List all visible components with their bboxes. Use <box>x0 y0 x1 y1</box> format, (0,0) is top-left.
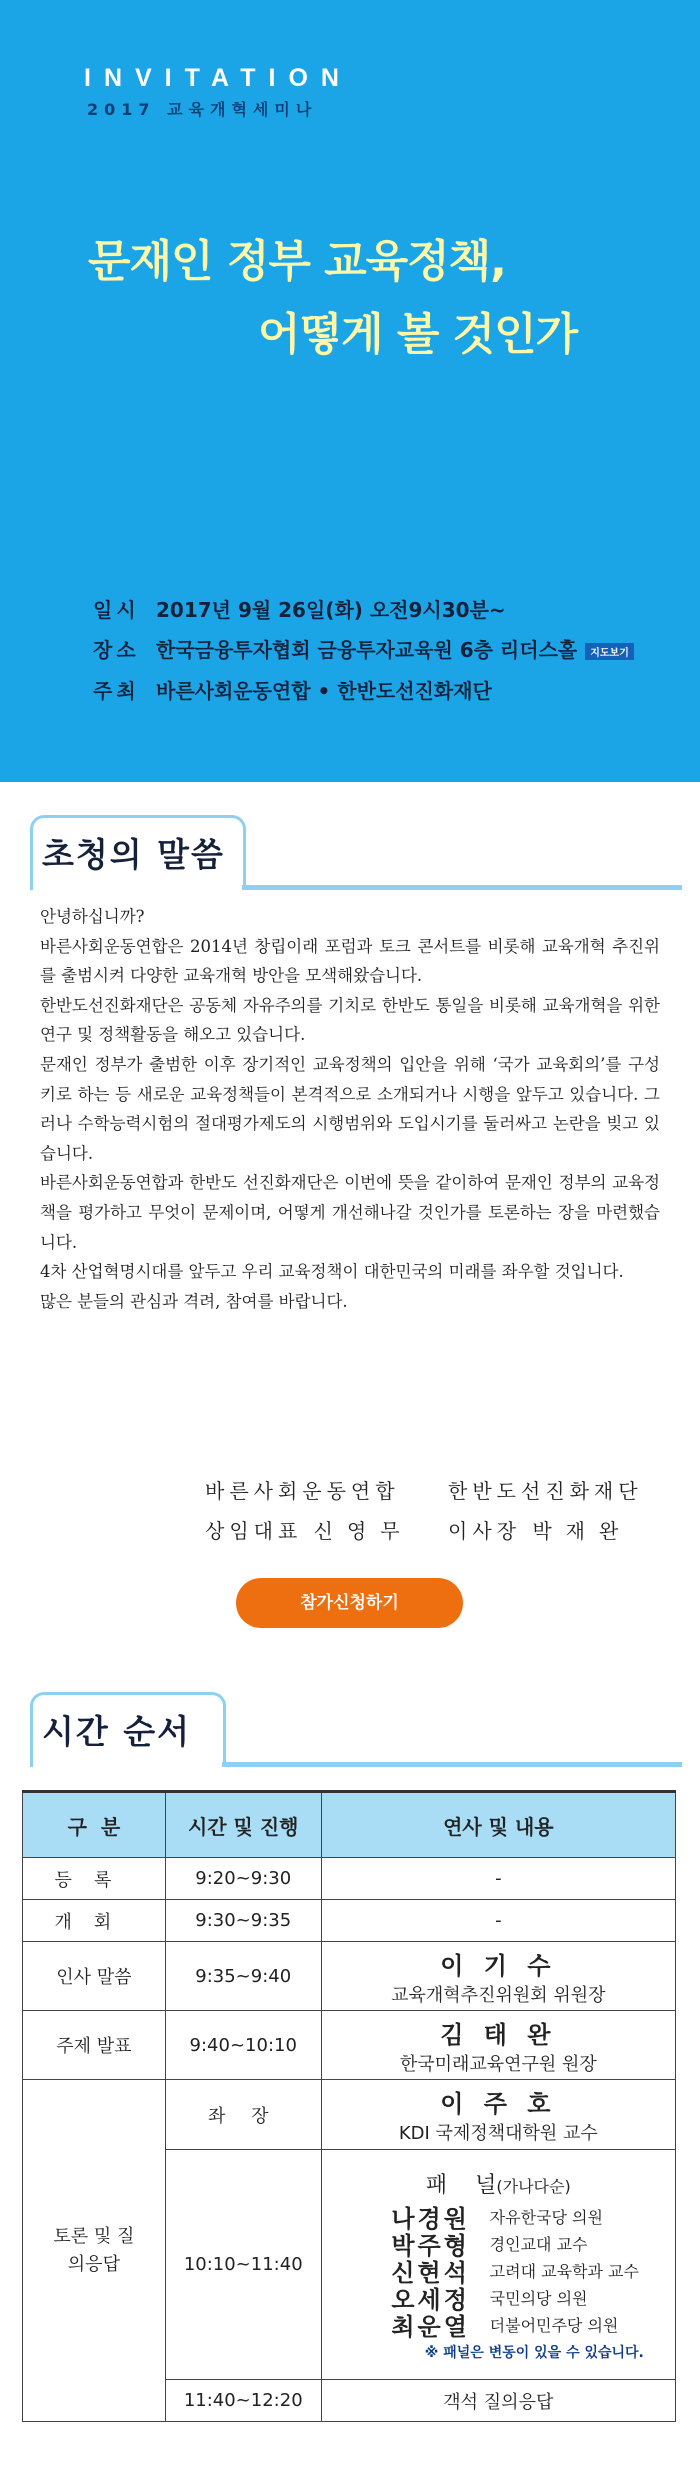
info-host <box>93 675 492 704</box>
signature-org2: 한반도선진화재단 <box>448 1479 643 1503</box>
hero-banner <box>0 0 700 782</box>
panelist-affiliation: 경인교대 교수 <box>489 2234 588 2254</box>
time-cell: 10:10~11:40 <box>165 2150 321 2380</box>
panelist-affiliation: 국민의당 의원 <box>489 2288 588 2308</box>
invitation-label: INVITATION <box>84 64 352 92</box>
panelist-affiliation: 자유한국당 의원 <box>489 2207 603 2227</box>
panelist-name: 신현석 <box>391 2258 470 2287</box>
panel-heading <box>372 2168 675 2199</box>
info-label: 주최 <box>93 679 140 703</box>
signature-org1: 바른사회운동연합 <box>205 1479 400 1503</box>
panelist <box>372 2311 675 2341</box>
panelist-name: 최운열 <box>391 2312 470 2341</box>
paragraph: 4차 산업혁명시대를 앞두고 우리 교육정책이 대한민국의 미래를 좌우할 것입니다. <box>40 1262 624 1282</box>
event-title-line1: 문재인 정부 교육정책, <box>88 236 506 287</box>
chair-title: KDI 국제정책대학원 교수 <box>398 2123 598 2144</box>
category-cell: 등록 <box>23 1858 166 1900</box>
signature-name: 신영무 <box>313 1519 414 1543</box>
category-cell: 개회 <box>23 1900 166 1942</box>
panelist-name: 나경원 <box>391 2204 470 2233</box>
panel-label: 패 널 <box>425 2172 497 2198</box>
category-cell: 주제 발표 <box>23 2011 166 2080</box>
paragraph: 한반도선진화재단은 공동체 자유주의를 기치로 한반도 통일을 비롯해 교육개혁을 위한 연구 및 정책활동을 해오고 있습니다. <box>40 995 660 1045</box>
info-venue <box>93 634 634 663</box>
panelist-name: 오세정 <box>391 2285 470 2314</box>
category-cell <box>23 2080 166 2422</box>
content-cell <box>321 1942 675 2011</box>
table-row <box>23 1900 676 1942</box>
category-cell: 인사 말씀 <box>23 1942 166 2011</box>
apply-button[interactable]: 참가신청하기 <box>236 1578 463 1628</box>
info-value: 한국금융투자협회 금융투자교육원 6층 리더스홀 <box>156 638 578 662</box>
section-divider <box>242 885 682 890</box>
paragraph: 문재인 정부가 출범한 이후 장기적인 교육정책의 입안을 위해 ‘국가 교육회의’를 구성키로 하는 등 새로운 교육정책들이 본격적으로 소개되거나 시행을 앞두고 있습니다. 그러나 수학능력시험의 절대평가제도의 시행범위와 도입시기를 둘러싸고 논란을 빚고 있습니다. <box>40 1054 660 1163</box>
speaker-title: 한국미래교육연구원 원장 <box>399 2053 597 2075</box>
panelist-affiliation: 고려대 교육학과 교수 <box>489 2261 639 2281</box>
chair-label: 좌 장 <box>165 2080 321 2150</box>
time-cell: 9:35~9:40 <box>165 1942 321 2011</box>
column-header: 시간 및 진행 <box>165 1792 321 1858</box>
schedule-table <box>22 1790 676 2422</box>
event-subtitle: 2017 교육개혁세미나 <box>87 100 318 119</box>
table-row <box>23 1942 676 2011</box>
section-title: 시간 순서 <box>42 1712 192 1751</box>
event-title-line2: 어떻게 볼 것인가 <box>258 309 578 360</box>
info-value: 바른사회운동연합 • 한반도선진화재단 <box>156 679 492 703</box>
panel-cell <box>321 2150 675 2380</box>
signature-line2 <box>448 1515 632 1544</box>
signature-role: 이사장 <box>448 1519 521 1543</box>
speaker-title: 교육개혁추진위원회 위원장 <box>391 1984 606 2006</box>
info-label: 일시 <box>93 598 140 622</box>
paragraph: 많은 분들의 관심과 격려, 참여를 바랍니다. <box>40 1291 348 1311</box>
map-button[interactable]: 지도보기 <box>585 643 634 660</box>
info-value: 2017년 9월 26일(화) 오전9시30분~ <box>156 598 506 622</box>
paragraph: 안녕하십니까? <box>40 907 145 926</box>
info-label: 장소 <box>93 638 140 662</box>
table-row <box>23 1858 676 1900</box>
signature-name: 박재완 <box>532 1519 633 1543</box>
table-row <box>23 2011 676 2080</box>
section-divider <box>222 1762 682 1767</box>
column-header: 구 분 <box>23 1792 166 1858</box>
speaker-name: 김 태 완 <box>440 2020 557 2049</box>
schedule-section-header <box>22 1692 682 1774</box>
content-cell <box>321 2011 675 2080</box>
signature-role: 상임대표 <box>205 1519 303 1543</box>
time-cell: 9:20~9:30 <box>165 1858 321 1900</box>
paragraph: 바른사회운동연합은 2014년 창립이래 포럼과 토크 콘서트를 비롯해 교육개혁 추진위를 출범시켜 다양한 교육개혁 방안을 모색해왔습니다. <box>40 936 660 986</box>
table-header-row <box>23 1792 676 1858</box>
chair-name: 이 주 호 <box>440 2090 557 2118</box>
panel-change-note: ※ 패널은 변동이 있을 수 있습니다. <box>424 2344 644 2361</box>
panelist-affiliation: 더불어민주당 의원 <box>489 2315 619 2335</box>
panelist-name: 박주형 <box>391 2231 470 2260</box>
speaker-name: 이 기 수 <box>440 1951 557 1980</box>
content-cell: 객석 질의응답 <box>321 2380 675 2422</box>
time-cell: 9:30~9:35 <box>165 1900 321 1942</box>
content-cell: - <box>321 1858 675 1900</box>
time-cell: 11:40~12:20 <box>165 2380 321 2422</box>
column-header: 연사 및 내용 <box>321 1792 675 1858</box>
table-row <box>23 2080 676 2150</box>
invite-section-header <box>22 815 682 897</box>
section-title: 초청의 말씀 <box>42 835 225 874</box>
panel-order-note: (가나다순) <box>496 2176 571 2196</box>
time-cell: 9:40~10:10 <box>165 2011 321 2080</box>
discussion-category: 토론 및 질의응답 <box>53 2225 135 2275</box>
invitation-body <box>40 902 660 1316</box>
content-cell: - <box>321 1900 675 1942</box>
info-date <box>93 594 506 623</box>
content-cell <box>321 2080 675 2150</box>
paragraph: 바른사회운동연합과 한반도 선진화재단은 이번에 뜻을 같이하여 문재인 정부의 교육정책을 평가하고 무엇이 문제이며, 어떻게 개선해나갈 것인가를 토론하는 장을 마련했습니다. <box>40 1173 660 1252</box>
signature-line1 <box>205 1515 414 1544</box>
